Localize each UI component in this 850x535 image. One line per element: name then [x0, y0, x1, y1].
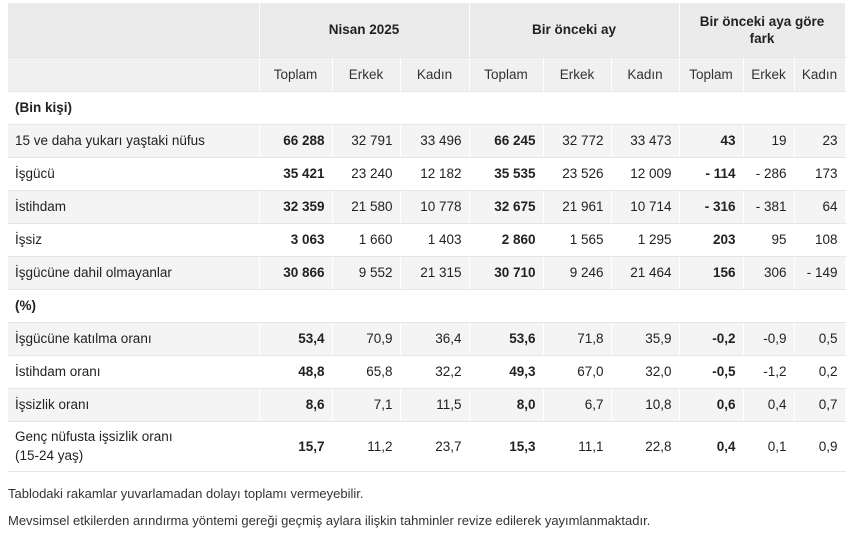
- table-row: [8, 223, 845, 256]
- cell-value: 30 866: [259, 256, 332, 289]
- cell-value: 0,9: [794, 421, 845, 471]
- cell-value: 15,3: [469, 421, 543, 471]
- cell-value: 11,2: [332, 421, 400, 471]
- cell-value: 33 496: [400, 124, 469, 157]
- table-row: [8, 421, 845, 471]
- section-title-thousands: (Bin kişi): [8, 91, 845, 124]
- cell-value: 23,7: [400, 421, 469, 471]
- cell-value: 11,1: [543, 421, 611, 471]
- cell-value: 32 772: [543, 124, 611, 157]
- labour-force-table: [8, 3, 846, 472]
- cell-value: 19: [743, 124, 794, 157]
- table-row: [8, 157, 845, 190]
- cell-value: 108: [794, 223, 845, 256]
- cell-value: 2 860: [469, 223, 543, 256]
- cell-value: 1 403: [400, 223, 469, 256]
- row-label-line1: Genç nüfusta işsizlik oranı: [15, 429, 173, 444]
- cell-value: 8,0: [469, 388, 543, 421]
- cell-value: 12 182: [400, 157, 469, 190]
- subheader-male: Erkek: [743, 57, 794, 91]
- cell-value: 53,6: [469, 322, 543, 355]
- subheader-female: Kadın: [400, 57, 469, 91]
- cell-value: 203: [679, 223, 743, 256]
- cell-value: 6,7: [543, 388, 611, 421]
- row-label: İşgücüne dahil olmayanlar: [8, 256, 259, 289]
- cell-value: 35,9: [611, 322, 679, 355]
- cell-value: 32,0: [611, 355, 679, 388]
- cell-value: 66 288: [259, 124, 332, 157]
- cell-value: - 381: [743, 190, 794, 223]
- cell-value: 8,6: [259, 388, 332, 421]
- cell-value: -1,2: [743, 355, 794, 388]
- cell-value: 12 009: [611, 157, 679, 190]
- cell-value: 3 063: [259, 223, 332, 256]
- table-row: [8, 355, 845, 388]
- cell-value: 173: [794, 157, 845, 190]
- cell-value: 23 240: [332, 157, 400, 190]
- cell-value: 21 580: [332, 190, 400, 223]
- table-row: [8, 256, 845, 289]
- cell-value: -0,9: [743, 322, 794, 355]
- cell-value: 1 565: [543, 223, 611, 256]
- row-label: İşgücü: [8, 157, 259, 190]
- cell-value: 30 710: [469, 256, 543, 289]
- cell-value: 21 961: [543, 190, 611, 223]
- row-label: İşgücüne katılma oranı: [8, 322, 259, 355]
- cell-value: 9 552: [332, 256, 400, 289]
- cell-value: 0,1: [743, 421, 794, 471]
- cell-value: 21 315: [400, 256, 469, 289]
- cell-value: 11,5: [400, 388, 469, 421]
- cell-value: 0,7: [794, 388, 845, 421]
- table-row: [8, 190, 845, 223]
- row-label: İstihdam: [8, 190, 259, 223]
- cell-value: 43: [679, 124, 743, 157]
- row-label-line2: (15-24 yaş): [15, 448, 84, 463]
- row-label: İşsizlik oranı: [8, 388, 259, 421]
- cell-value: 32,2: [400, 355, 469, 388]
- row-label: [8, 421, 259, 471]
- header-group-previous: Bir önceki ay: [469, 3, 679, 57]
- cell-value: 10 714: [611, 190, 679, 223]
- cell-value: 32 675: [469, 190, 543, 223]
- cell-value: 66 245: [469, 124, 543, 157]
- cell-value: 71,8: [543, 322, 611, 355]
- subheader-female: Kadın: [794, 57, 845, 91]
- header-group-difference: Bir önceki aya göre fark: [679, 3, 845, 57]
- header-corner: [8, 3, 259, 57]
- cell-value: -0,2: [679, 322, 743, 355]
- section-title-percent: (%): [8, 289, 845, 322]
- cell-value: 10,8: [611, 388, 679, 421]
- cell-value: 156: [679, 256, 743, 289]
- cell-value: 23 526: [543, 157, 611, 190]
- cell-value: 95: [743, 223, 794, 256]
- subheader-female: Kadın: [611, 57, 679, 91]
- cell-value: 306: [743, 256, 794, 289]
- cell-value: 64: [794, 190, 845, 223]
- cell-value: 35 535: [469, 157, 543, 190]
- subheader-male: Erkek: [332, 57, 400, 91]
- cell-value: 7,1: [332, 388, 400, 421]
- cell-value: 0,6: [679, 388, 743, 421]
- cell-value: 0,2: [794, 355, 845, 388]
- subheader-corner: [8, 57, 259, 91]
- cell-value: 32 359: [259, 190, 332, 223]
- cell-value: 10 778: [400, 190, 469, 223]
- cell-value: 65,8: [332, 355, 400, 388]
- cell-value: 67,0: [543, 355, 611, 388]
- cell-value: -0,5: [679, 355, 743, 388]
- cell-value: 0,4: [743, 388, 794, 421]
- subheader-total: Toplam: [469, 57, 543, 91]
- footnote-rounding: Tablodaki rakamlar yuvarlamadan dolayı toplamı vermeyebilir.: [8, 486, 364, 501]
- table-row: [8, 124, 845, 157]
- cell-value: 0,5: [794, 322, 845, 355]
- cell-value: 21 464: [611, 256, 679, 289]
- section-row: [8, 91, 845, 124]
- cell-value: 9 246: [543, 256, 611, 289]
- subheader-total: Toplam: [679, 57, 743, 91]
- cell-value: - 149: [794, 256, 845, 289]
- cell-value: 49,3: [469, 355, 543, 388]
- cell-value: 1 295: [611, 223, 679, 256]
- section-row: [8, 289, 845, 322]
- cell-value: 15,7: [259, 421, 332, 471]
- row-label: 15 ve daha yukarı yaştaki nüfus: [8, 124, 259, 157]
- header-group-current: Nisan 2025: [259, 3, 469, 57]
- cell-value: 22,8: [611, 421, 679, 471]
- cell-value: 0,4: [679, 421, 743, 471]
- footnote-seasonal-adjustment: Mevsimsel etkilerden arındırma yöntemi gereği geçmiş aylara ilişkin tahminler revize edilerek yayımlanmaktadır.: [8, 513, 651, 528]
- cell-value: 33 473: [611, 124, 679, 157]
- table-row: [8, 388, 845, 421]
- cell-value: 53,4: [259, 322, 332, 355]
- cell-value: 35 421: [259, 157, 332, 190]
- cell-value: - 286: [743, 157, 794, 190]
- cell-value: 70,9: [332, 322, 400, 355]
- cell-value: - 114: [679, 157, 743, 190]
- cell-value: 32 791: [332, 124, 400, 157]
- cell-value: 48,8: [259, 355, 332, 388]
- subheader-male: Erkek: [543, 57, 611, 91]
- row-label: İşsiz: [8, 223, 259, 256]
- subheader-total: Toplam: [259, 57, 332, 91]
- cell-value: 23: [794, 124, 845, 157]
- table-row: [8, 322, 845, 355]
- row-label: İstihdam oranı: [8, 355, 259, 388]
- cell-value: 36,4: [400, 322, 469, 355]
- cell-value: - 316: [679, 190, 743, 223]
- cell-value: 1 660: [332, 223, 400, 256]
